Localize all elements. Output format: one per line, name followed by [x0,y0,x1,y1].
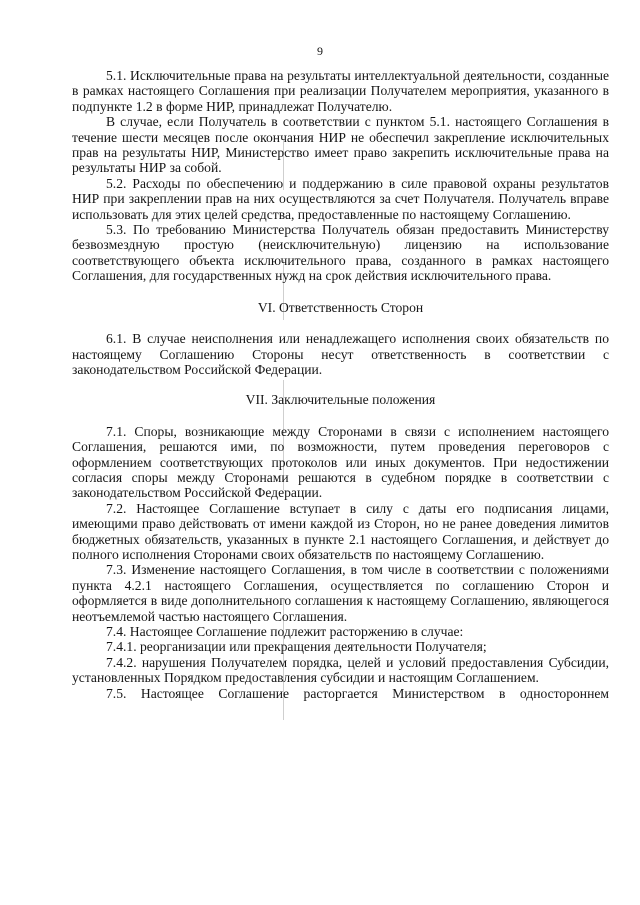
paragraph-5-1: 5.1. Исключительные права на результаты интеллектуальной деятельности, созданные в рамках настоящего Соглашения при реализации Получателем мероприятия, указанного в подпункте 1.2 в форме НИР, принадлежат Получателю. [72,68,609,114]
paragraph-7-5: 7.5. Настоящее Соглашение расторгается Министерством в одностороннем [106,685,609,701]
section-vii-heading: VII. Заключительные положения [245,392,436,408]
page-number: 9 [317,44,323,58]
paragraph-7-4-1: 7.4.1. реорганизации или прекращения деятельности Получателя; [106,639,487,655]
section-vi-heading: VI. Ответственность Сторон [257,299,424,315]
paragraph-5-3: 5.3. По требованию Министерства Получатель обязан предоставить Министерству безвозмездную простую (неисключительную) лицензию на использование соответствующего объекта исключительного права, созданного в рамках настоящего Соглашения, для государственных нужд на срок действия исключительного права. [72,222,609,284]
paragraph-5-1-continuation: В случае, если Получатель в соответствии с пунктом 5.1. настоящего Соглашения в течение шести месяцев после окончания НИР не обеспечил закрепление исключительных прав на результаты НИР, Министерство имеет право закрепить исключительные права на результаты НИР за собой. [72,114,609,176]
paragraph-7-1: 7.1. Споры, возникающие между Сторонами в связи с исполнением настоящего Соглашения, решаются ими, по возможности, путем проведения переговоров с оформлением соответствующих протоколов или иных документов. При недостижении согласия споры между Сторонами решаются в судебном порядке в соответствии с законодательством Российской Федерации. [72,423,609,501]
paragraph-7-3: 7.3. Изменение настоящего Соглашения, в том числе в соответствии с положениями пункта 4.2.1 настоящего Соглашения, осуществляется по соглашению Сторон и оформляется в виде дополнительного соглашения к настоящему Соглашению, являющегося неотъемлемой частью настоящего Соглашения. [72,562,609,624]
paragraph-7-4: 7.4. Настоящее Соглашение подлежит расторжению в случае: [106,624,464,639]
paragraph-7-4-2: 7.4.2. нарушения Получателем порядка, целей и условий предоставления Субсидии, установленных Порядком предоставления субсидии и настоящим Соглашением. [72,654,609,686]
paragraph-5-2: 5.2. Расходы по обеспечению и поддержанию в силе правовой охраны результатов НИР при закреплении прав на них осуществляются за счет Получателя. Получатель вправе использовать для этих целей средства, предоставленные по настоящему Соглашению. [72,175,609,222]
paragraph-7-2: 7.2. Настоящее Соглашение вступает в силу с даты его подписания лицами, имеющими право действовать от имени каждой из Сторон, но не ранее доведения лимитов бюджетных обязательств, указанных в пункте 2.1 настоящего Соглашения, и действует до полного исполнения Сторонами своих обязательств по настоящему Соглашению. [72,500,609,562]
document-body [72,68,609,701]
paragraph-6-1: 6.1. В случае неисполнения или ненадлежащего исполнения своих обязательств по настоящему Соглашению Стороны несут ответственность в соответствии с законодательством Российской Федерации. [72,331,609,377]
